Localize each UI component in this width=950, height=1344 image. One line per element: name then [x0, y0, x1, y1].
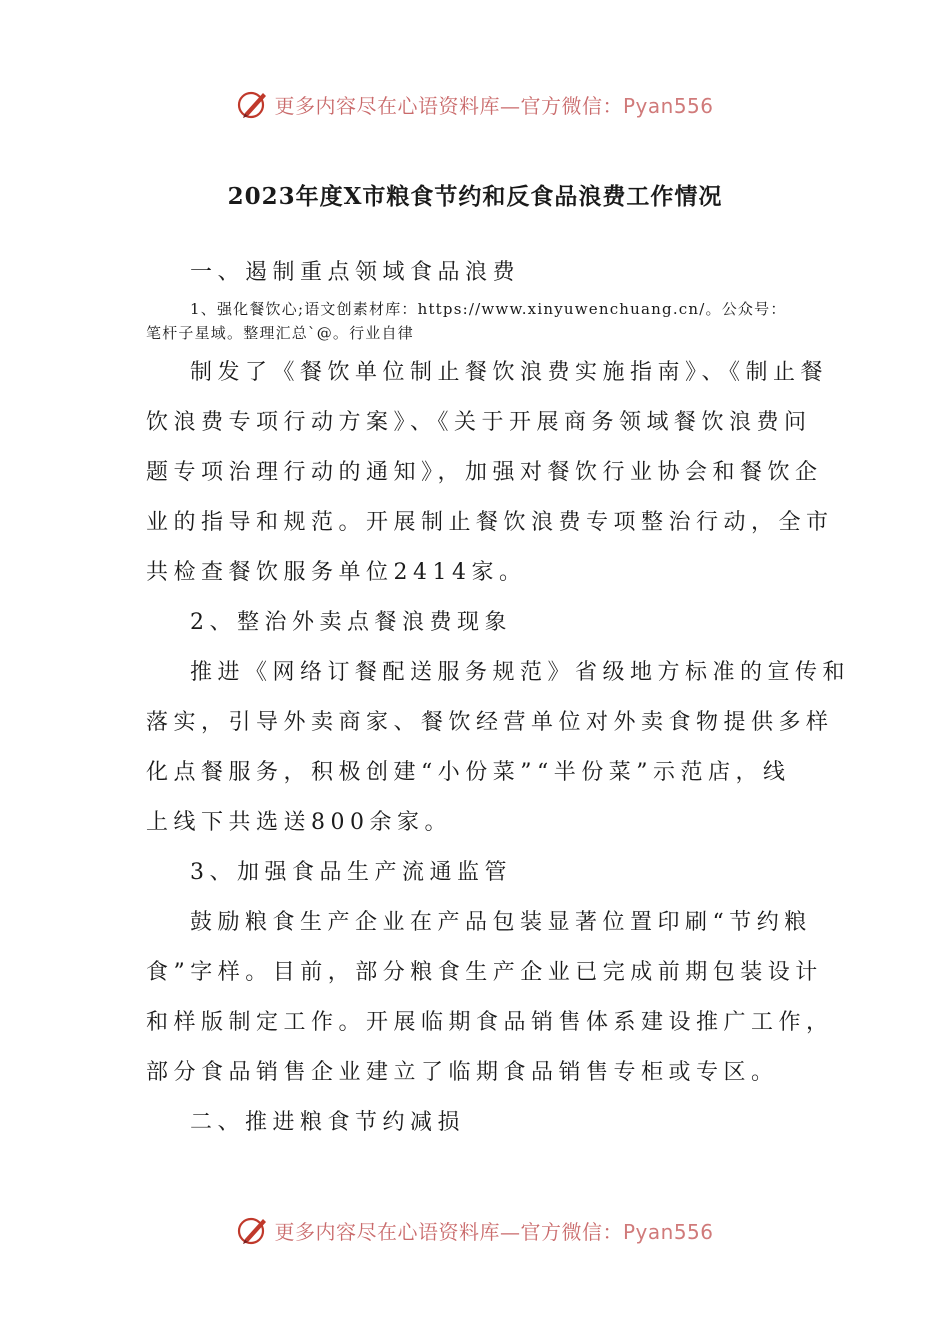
section2-heading: 二、推进粮食节约减损 — [190, 1110, 466, 1135]
para1-line: 制发了《餐饮单位制止餐饮浪费实施指南》、《制止餐 — [190, 360, 829, 385]
para2-line: 上线下共选送800余家。 — [146, 810, 452, 835]
para1-line: 题专项治理行动的通知》，加强对餐饮行业协会和餐饮企 — [146, 460, 823, 485]
footer-watermark — [0, 1210, 950, 1250]
para3-line: 鼓励粮食生产企业在产品包装显著位置印刷“节约粮 — [190, 910, 812, 935]
para3-line: 食”字样。目前，部分粮食生产企业已完成前期包装设计 — [146, 960, 823, 985]
section1-heading: 一、遏制重点领域食品浪费 — [190, 260, 521, 285]
pen-logo-icon — [236, 87, 270, 121]
header-watermark — [0, 84, 950, 124]
para3-line: 和样版制定工作。开展临期食品销售体系建设推广工作， — [146, 1010, 834, 1035]
para3-line: 部分食品销售企业建立了临期食品销售专柜或专区。 — [146, 1060, 779, 1085]
wechat-id: Pyan556 — [622, 93, 714, 118]
watermark-text: 更多内容尽在心语资料库—官方微信：Pyan556 — [274, 1219, 714, 1244]
para2-line: 化点餐服务，积极创建“小份菜”“半份菜”示范店，线 — [146, 760, 791, 785]
item1-line2: 笔杆子星域。整理汇总`@。行业自律 — [146, 324, 414, 342]
wechat-id: Pyan556 — [622, 1219, 714, 1244]
para1-line: 饮浪费专项行动方案》、《关于开展商务领域餐饮浪费问 — [146, 410, 812, 435]
item2-heading: 2、整治外卖点餐浪费现象 — [190, 610, 512, 635]
watermark-text: 更多内容尽在心语资料库—官方微信：Pyan556 — [274, 93, 714, 118]
para2-line: 落实，引导外卖商家、餐饮经营单位对外卖食物提供多样 — [146, 710, 834, 735]
item1-line1: 1、强化餐饮心;语文创素材库：https://www.xinyuwenchuang.cn/。公众号： — [190, 300, 787, 318]
para1-line: 业的指导和规范。开展制止餐饮浪费专项整治行动，全市 — [146, 510, 834, 535]
para1-line: 共检查餐饮服务单位2414家。 — [146, 560, 527, 585]
item3-heading: 3、加强食品生产流通监管 — [190, 860, 512, 885]
pen-logo-icon — [236, 1213, 270, 1247]
para2-line: 推进《网络订餐配送服务规范》省级地方标准的宣传和 — [190, 660, 851, 685]
document-title: 2023年度X市粮食节约和反食品浪费工作情况 — [227, 183, 723, 210]
